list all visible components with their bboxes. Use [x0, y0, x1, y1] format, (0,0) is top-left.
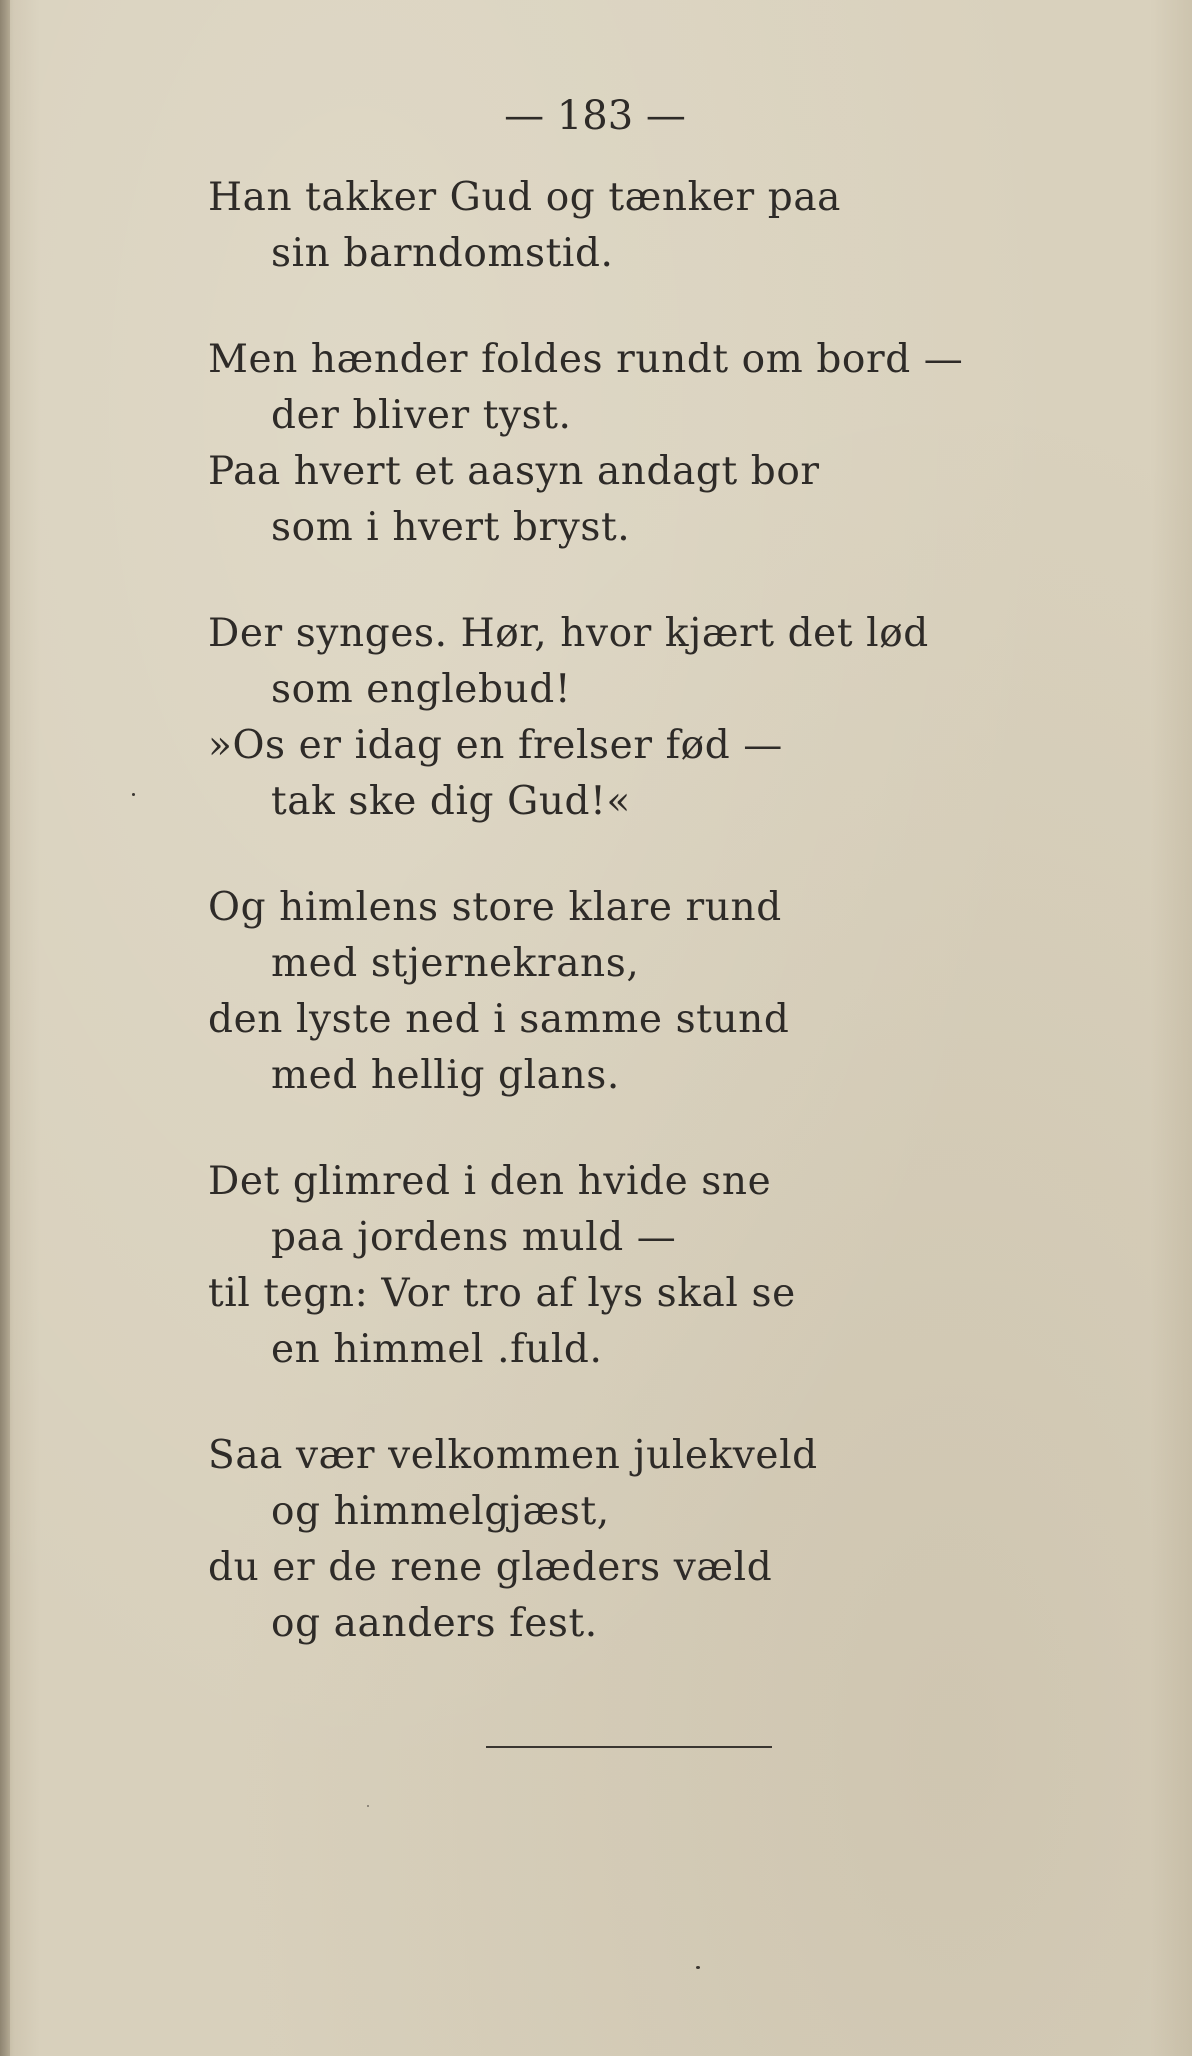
- poem-line: som englebud!: [271, 667, 572, 712]
- stanza: [208, 606, 1108, 830]
- page-number-header: [0, 88, 1192, 144]
- poem-line: Saa vær velkommen julekveld: [208, 1433, 818, 1478]
- poem-line: med stjernekrans,: [271, 941, 640, 986]
- stanza: [208, 1428, 1108, 1652]
- page-number: — 183 —: [504, 93, 686, 139]
- poem-line: Og himlens store klare rund: [208, 885, 782, 930]
- poem-line: »Os er idag en frelser fød —: [208, 723, 783, 768]
- poem-line: den lyste ned i samme stund: [208, 997, 790, 1042]
- poem-line: Paa hvert et aasyn andagt bor: [208, 449, 820, 494]
- poem-line: paa jordens muld —: [271, 1215, 677, 1260]
- poem-line: Men hænder foldes rundt om bord —: [208, 337, 964, 382]
- end-rule: [486, 1746, 772, 1748]
- poem-line: tak ske dig Gud!«: [271, 779, 631, 824]
- poem-line: du er de rene glæders væld: [208, 1545, 773, 1590]
- stanza: [208, 880, 1108, 1104]
- poem-line: Han takker Gud og tænker paa: [208, 175, 842, 220]
- stanza: [208, 1154, 1108, 1378]
- poem-line: sin barndomstid.: [271, 231, 614, 276]
- poem-line: som i hvert bryst.: [271, 505, 631, 550]
- poem-body: [208, 170, 1108, 1702]
- page-edge-shadow: [0, 0, 10, 2056]
- poem-line: til tegn: Vor tro af lys skal se: [208, 1271, 796, 1316]
- poem-line: med hellig glans.: [271, 1053, 620, 1098]
- poem-line: en himmel .fuld.: [271, 1327, 603, 1372]
- print-speck: [696, 1966, 700, 1969]
- poem-line: Der synges. Hør, hvor kjært det lød: [208, 611, 929, 656]
- stanza: [208, 332, 1108, 556]
- stanza: [208, 170, 1108, 282]
- poem-line: og himmelgjæst,: [271, 1489, 610, 1534]
- print-speck: [132, 793, 135, 796]
- poem-line: og aanders fest.: [271, 1601, 598, 1646]
- print-speck: [367, 1805, 369, 1807]
- poem-line: Det glimred i den hvide sne: [208, 1159, 772, 1204]
- poem-line: der bliver tyst.: [271, 393, 572, 438]
